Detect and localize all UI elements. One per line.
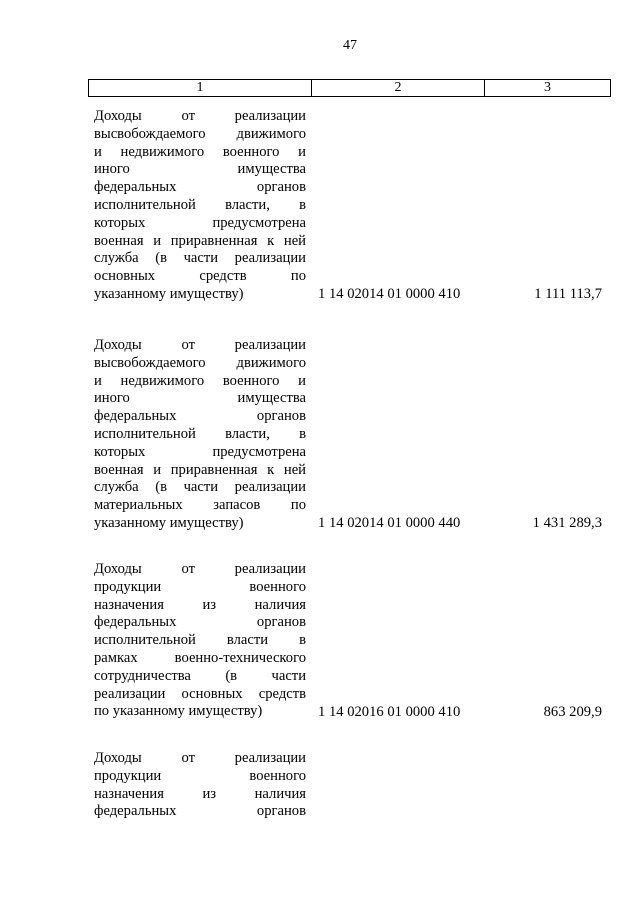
description-line: исполнительной власти в (94, 632, 306, 649)
description-line: продукции военного (94, 767, 306, 784)
description-line: военная и приравненная к ней (94, 461, 306, 478)
description-line: исполнительной власти, в (94, 196, 306, 213)
header-col-3: 3 (485, 80, 611, 97)
description-line: рамках военно-технического (94, 649, 306, 666)
description-line: иного имущества (94, 161, 306, 178)
description-line: Доходы от реализации (94, 108, 306, 124)
row-description (94, 561, 306, 721)
description-line: указанному имуществу) (94, 514, 244, 531)
row-code: 1 14 02014 01 0000 410 (318, 286, 461, 302)
description-line: Доходы от реализации (94, 561, 306, 577)
description-line: материальных запасов по (94, 497, 306, 514)
row-code: 1 14 02016 01 0000 410 (318, 704, 461, 720)
description-line: Доходы от реализации (94, 337, 306, 353)
row-amount: 1 431 289,3 (532, 515, 602, 531)
description-line: реализации основных средств (94, 685, 306, 702)
row-code: 1 14 02014 01 0000 440 (318, 515, 461, 531)
description-line: иного имущества (94, 390, 306, 407)
row-description (94, 750, 306, 821)
header-col-1: 1 (89, 80, 312, 97)
description-line: указанному имуществу) (94, 285, 244, 302)
row-description (94, 337, 306, 533)
description-line: федеральных органов (94, 614, 306, 631)
table-header (88, 79, 611, 97)
row-amount: 1 111 113,7 (534, 286, 602, 302)
description-line: сотрудничества (в части (94, 667, 306, 684)
description-line: назначения из наличия (94, 596, 306, 613)
page-number: 47 (343, 38, 357, 53)
description-line: служба (в части реализации (94, 479, 306, 496)
description-line: высвобождаемого движимого (94, 125, 306, 142)
description-line: и недвижимого военного и (94, 372, 306, 389)
header-col-2: 2 (312, 80, 485, 97)
description-line: и недвижимого военного и (94, 143, 306, 160)
description-line: по указанному имуществу) (94, 703, 263, 720)
description-line: продукции военного (94, 578, 306, 595)
description-line: основных средств по (94, 268, 306, 285)
description-line: назначения из наличия (94, 785, 306, 802)
description-line: военная и приравненная к ней (94, 232, 306, 249)
description-line: которых предусмотрена (94, 214, 306, 231)
description-line: исполнительной власти, в (94, 425, 306, 442)
description-line: которых предусмотрена (94, 443, 306, 460)
description-line: Доходы от реализации (94, 750, 306, 766)
description-line: федеральных органов (94, 179, 306, 196)
description-line: высвобождаемого движимого (94, 354, 306, 371)
row-description (94, 108, 306, 304)
description-line: федеральных органов (94, 408, 306, 425)
description-line: федеральных органов (94, 803, 306, 820)
row-amount: 863 209,9 (543, 704, 602, 720)
description-line: служба (в части реализации (94, 250, 306, 267)
